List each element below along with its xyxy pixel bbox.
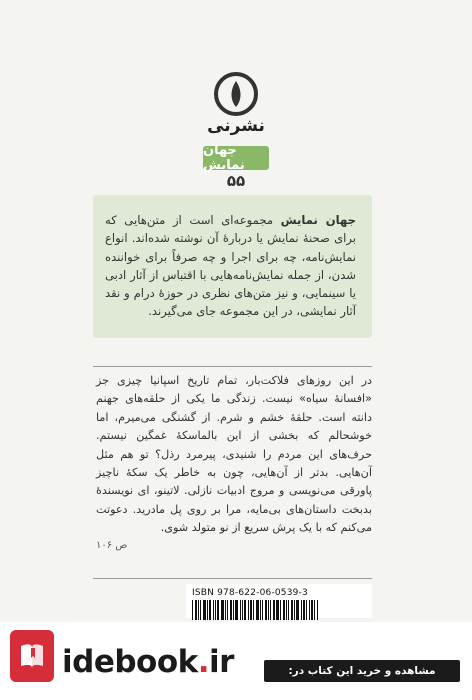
watermark-banner[interactable] — [0, 622, 472, 700]
barcode-bar — [221, 600, 224, 620]
barcode-bar — [317, 600, 318, 620]
barcode-bar — [309, 600, 310, 620]
barcode-bar — [248, 600, 249, 620]
isbn-number: ISBN 978-622-06-0539-3 — [192, 588, 308, 598]
barcode-bar — [270, 600, 271, 620]
watermark-logo-dot: . — [197, 644, 210, 680]
book-icon — [10, 630, 54, 682]
watermark-logo-main: idebook — [62, 644, 198, 680]
barcode-bar — [207, 600, 208, 620]
barcode-bar — [242, 600, 243, 620]
barcode-icon — [192, 600, 366, 620]
barcode-bar — [198, 600, 199, 620]
watermark-logo[interactable] — [62, 644, 234, 680]
series-description-lead: جهان نمایش — [280, 213, 357, 227]
barcode-bar — [311, 600, 313, 620]
barcode-bar — [306, 600, 307, 620]
barcode-bar — [291, 600, 293, 620]
publisher-name: نشرنی — [207, 116, 265, 136]
barcode-bar — [192, 600, 193, 620]
barcode-bar — [265, 600, 267, 620]
publisher-logo-icon — [214, 72, 258, 116]
barcode-bar — [288, 600, 289, 620]
barcode-bar — [314, 600, 315, 620]
barcode-bar — [215, 600, 216, 620]
series-description-box — [93, 195, 372, 338]
barcode-bar — [217, 600, 219, 620]
isbn-barcode-block — [186, 584, 372, 618]
barcode-bar — [200, 600, 201, 620]
barcode-bar — [225, 600, 226, 620]
barcode-bar — [209, 600, 211, 620]
excerpt-bottom-divider — [93, 578, 372, 579]
barcode-bar — [303, 600, 305, 620]
barcode-bar — [227, 600, 228, 620]
barcode-bar — [195, 600, 197, 620]
barcode-bar — [280, 600, 281, 620]
barcode-bar — [213, 600, 214, 620]
book-excerpt: در این روزهای فلاکت‌بار، تمام تاریخ اسپانیا چیزی جز «افسانهٔ سیاه» نیست. زندگی ما یکی از حلقه‌های جهنم دانته است. حلقهٔ خشم و شرم. از گشنگی می‌میرم، اما خوشحالم که بخشی از این بالماسکهٔ غمگین نیستم. حرف‌های این مردم را شنیدی، پیرمرد رذل؟ تو هم مثل آن‌هایی. بدتر از آن‌هایی، چون به خاطر یک سکهٔ ناچیز پاورقی می‌نویسی و مروج ادبیات نازلی. لاتینو، ای نویسندهٔ بدبخت داستان‌های بی‌مایه، مرا بر روی پل مادرید. دعوتت می‌کنم که با یک پرش سریع از نو متولد شوی. — [96, 374, 372, 535]
watermark-tagline: مشاهده و خرید این کتاب در: — [264, 660, 460, 682]
barcode-bar — [286, 600, 287, 620]
series-description-text: مجموعه‌ای است از متن‌هایی که برای صحنهٔ نمایش یا دربارهٔ آن نوشته شده‌اند. انواع نمایش‌نامه، چه برای اجرا و چه صرفاً برای خواننده شدن، از جمله نمایش‌نامه‌هایی با اقتباس از آثار ادبی یا سینمایی، و نیز متن‌های نظری در حوزهٔ درام و نقد آثار نمایشی، در این مجموعه جای می‌گیرند. — [105, 213, 356, 319]
barcode-bar — [244, 600, 246, 620]
series-badge: جهان نمایش — [203, 146, 269, 170]
barcode-bar — [250, 600, 252, 620]
excerpt-top-divider — [93, 366, 372, 367]
barcode-bar — [235, 600, 238, 620]
barcode-bar — [233, 600, 234, 620]
barcode-bar — [283, 600, 285, 620]
barcode-bar — [256, 600, 259, 620]
barcode-bar — [276, 600, 279, 620]
barcode-bar — [262, 600, 263, 620]
barcode-bar — [253, 600, 254, 620]
watermark-logo-tld: ir — [209, 644, 234, 680]
series-number: ۵۵ — [226, 172, 246, 190]
barcode-bar — [203, 600, 206, 620]
barcode-bar — [240, 600, 241, 620]
barcode-bar — [294, 600, 295, 620]
barcode-bar — [301, 600, 302, 620]
barcode-bar — [273, 600, 275, 620]
excerpt-page-reference: ص ۱۰۶ — [96, 540, 128, 551]
barcode-bar — [230, 600, 232, 620]
barcode-bar — [260, 600, 261, 620]
barcode-bar — [296, 600, 299, 620]
barcode-bar — [268, 600, 269, 620]
